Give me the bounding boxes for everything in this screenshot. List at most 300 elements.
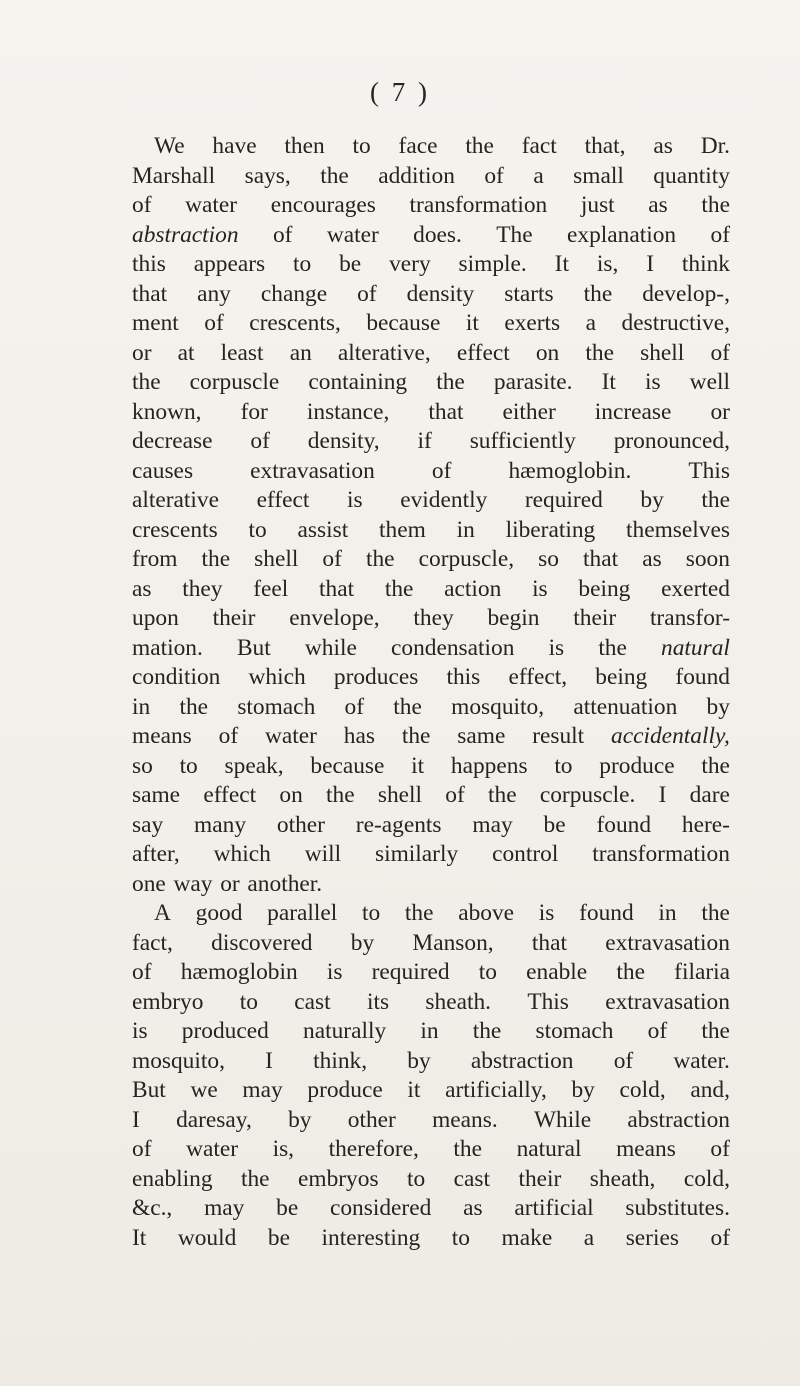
word: It: [601, 369, 616, 395]
word: to: [554, 752, 573, 779]
word: alterative: [132, 487, 220, 513]
word: action: [444, 575, 502, 602]
word: the: [585, 339, 614, 366]
text-line: [132, 1076, 730, 1106]
text-line: [132, 1135, 730, 1165]
word: water: [186, 1136, 239, 1162]
word: I: [265, 1047, 273, 1074]
word: mosquito,: [132, 1047, 225, 1074]
word: cold,: [619, 1077, 666, 1103]
word: produce: [307, 1077, 383, 1103]
word: the: [701, 1018, 730, 1044]
word: the: [326, 782, 355, 808]
text-line: [132, 722, 730, 752]
word: the: [320, 162, 349, 189]
word: say: [132, 811, 164, 838]
word: or: [710, 398, 730, 425]
word: that: [319, 575, 355, 602]
word: is: [644, 369, 661, 395]
word: dare: [689, 782, 730, 808]
word: of: [357, 280, 377, 307]
word: daresay,: [176, 1106, 252, 1133]
word: the: [384, 575, 414, 602]
word: think,: [313, 1047, 368, 1074]
word: I: [658, 782, 667, 808]
word: is: [132, 1018, 148, 1044]
word: A: [154, 900, 171, 926]
word: of: [132, 192, 152, 218]
word: condensation: [391, 634, 515, 661]
word: instance,: [306, 398, 390, 425]
word: has: [343, 723, 375, 749]
word: an: [289, 339, 312, 366]
word: quantity: [653, 162, 730, 189]
word: by: [571, 1077, 595, 1103]
word: mosquito,: [451, 693, 545, 720]
word: control: [492, 841, 559, 867]
word: that: [531, 929, 567, 956]
word: they: [182, 575, 223, 602]
word: encourages: [270, 192, 376, 218]
word: of: [710, 1136, 730, 1162]
text-line: [132, 221, 730, 251]
word: to: [451, 1224, 470, 1251]
word: that: [132, 280, 168, 307]
word: It: [554, 251, 569, 277]
word: the: [436, 369, 465, 395]
text-line: [132, 575, 730, 605]
word: either: [502, 398, 556, 425]
word: from: [132, 546, 178, 572]
word: I: [132, 1106, 140, 1133]
word: to: [248, 516, 267, 543]
word: attenuation: [573, 693, 678, 720]
word: containing: [308, 369, 408, 395]
word: required: [524, 487, 603, 513]
italic-word: accidentally,: [611, 723, 730, 749]
word: by: [640, 487, 664, 513]
word: parasite.: [493, 369, 573, 395]
word: cold,: [683, 1165, 730, 1192]
word: re-agents: [355, 811, 442, 838]
word: the: [453, 1136, 482, 1162]
word: this: [446, 664, 481, 690]
text-line: [132, 457, 730, 487]
text-line: [132, 1017, 730, 1047]
word: if: [417, 428, 432, 454]
text-line: [132, 1165, 730, 1195]
word: by: [407, 1047, 431, 1074]
word: means: [132, 723, 192, 749]
word: But: [236, 634, 271, 661]
word: as: [653, 133, 673, 159]
word: small: [573, 162, 624, 189]
word: of: [431, 457, 452, 484]
word: the: [365, 546, 395, 572]
word: water: [185, 192, 238, 218]
word: that: [428, 398, 464, 425]
word: this: [132, 251, 166, 277]
text-line: [132, 486, 730, 516]
word: same: [132, 782, 181, 808]
text-line: [132, 781, 730, 811]
word: as: [132, 575, 152, 602]
word: discovered: [211, 929, 313, 956]
word: face: [398, 133, 438, 159]
word: mation.: [132, 634, 203, 661]
word: causes: [132, 457, 194, 484]
word: starts: [504, 280, 554, 307]
word: found: [675, 664, 730, 690]
word: shell: [254, 546, 299, 572]
word: by: [706, 693, 730, 720]
word: may: [472, 811, 513, 838]
word: because: [366, 310, 441, 336]
word: would: [177, 1224, 237, 1251]
word: them: [379, 516, 426, 543]
word: This: [688, 457, 730, 484]
word: series: [625, 1224, 679, 1251]
word: does.: [413, 221, 462, 248]
word: is,: [272, 1136, 295, 1162]
word: the: [583, 280, 613, 307]
word: embryo: [132, 988, 204, 1015]
word: is: [326, 959, 343, 985]
word: it: [465, 310, 479, 336]
text-line: [132, 427, 730, 457]
text-line: [132, 988, 730, 1018]
word: begin: [487, 605, 540, 631]
word: pronounced,: [613, 428, 730, 454]
word: water: [326, 221, 379, 248]
word: of: [710, 221, 730, 248]
word: will: [304, 841, 342, 867]
word: transformation: [592, 841, 730, 867]
word: after,: [132, 841, 180, 867]
word: exerted: [661, 575, 730, 602]
word: the: [465, 133, 494, 159]
word: another.: [247, 870, 323, 897]
word: of: [484, 162, 504, 189]
word: while: [304, 634, 357, 661]
word: produce: [599, 752, 675, 779]
word: of: [132, 1136, 152, 1162]
word: be: [267, 1224, 290, 1251]
word: is,: [596, 251, 619, 277]
word: in: [456, 516, 475, 543]
word: it: [411, 752, 425, 779]
word: appears: [193, 251, 266, 277]
word: as: [648, 192, 668, 218]
word: of: [445, 782, 465, 808]
word: corpuscle.: [539, 782, 636, 808]
text-line: [132, 162, 730, 192]
word: happens: [450, 752, 528, 779]
word: a: [585, 310, 597, 336]
italic-word: abstraction: [132, 221, 239, 248]
word: addition: [378, 162, 455, 189]
word: condition: [132, 664, 221, 690]
word: of: [613, 1047, 634, 1074]
word: of: [710, 339, 730, 366]
text-line: [132, 132, 730, 162]
word: effect: [256, 487, 310, 513]
word: of: [132, 959, 152, 985]
text-line: [132, 1106, 730, 1136]
text-line: [132, 752, 730, 782]
word: just: [580, 192, 615, 218]
word: corpuscle: [189, 369, 280, 395]
page-number: ( 7 ): [370, 77, 430, 107]
word: abstraction: [627, 1106, 730, 1133]
word: be: [339, 251, 362, 277]
italic-word: natural: [661, 634, 730, 661]
word: extravasation: [605, 929, 730, 956]
word: parallel: [267, 900, 338, 926]
word: then: [284, 133, 325, 159]
word: of: [218, 723, 239, 749]
word: their: [212, 605, 256, 631]
word: The: [496, 221, 533, 248]
word: which: [248, 664, 306, 690]
text-line: [132, 398, 730, 428]
word: substitutes.: [625, 1195, 730, 1221]
word: Marshall: [132, 162, 216, 189]
word: It: [132, 1224, 147, 1251]
word: its: [366, 988, 390, 1015]
word: the: [701, 487, 730, 513]
word: found: [596, 811, 652, 838]
word: means.: [432, 1106, 498, 1133]
word: of: [322, 546, 342, 572]
word: a: [533, 162, 544, 189]
word: in: [658, 900, 677, 926]
word: means: [616, 1136, 676, 1162]
word: be: [543, 811, 566, 838]
text-line: [132, 339, 730, 369]
word: considered: [329, 1195, 432, 1221]
word: to: [293, 251, 312, 277]
word: to: [179, 752, 198, 779]
word: envelope,: [289, 605, 380, 631]
word: make: [501, 1224, 553, 1251]
word: destructive,: [621, 310, 730, 336]
word: which: [213, 841, 271, 867]
text-line: [132, 840, 730, 870]
word: crescents: [132, 516, 218, 543]
word: of: [647, 1018, 668, 1044]
word: their: [573, 605, 617, 631]
word: liberating: [505, 516, 596, 543]
word: simple.: [458, 251, 527, 277]
word: artificial: [514, 1195, 594, 1221]
word: being: [595, 664, 648, 690]
word: being: [578, 575, 631, 602]
word: cast: [294, 988, 331, 1015]
word: as: [463, 1195, 483, 1221]
word: density: [406, 280, 475, 307]
word: have: [212, 133, 257, 159]
text-line: [132, 368, 730, 398]
word: corpuscle,: [418, 546, 515, 572]
text-line: [132, 870, 730, 900]
word: sufficiently: [469, 428, 576, 454]
word: the: [701, 900, 730, 926]
word: embryos: [298, 1165, 379, 1192]
word: abstraction: [470, 1047, 574, 1074]
text-line: [132, 693, 730, 723]
text-line: [132, 634, 730, 664]
word: stomach: [535, 1018, 614, 1044]
word: other: [347, 1106, 396, 1133]
word: a: [583, 1224, 595, 1251]
text-line: [132, 545, 730, 575]
word: of: [250, 428, 270, 454]
word: the: [401, 723, 431, 749]
word: Manson,: [412, 929, 494, 956]
word: ment: [132, 310, 179, 336]
word: develop-,: [642, 280, 730, 307]
word: natural: [516, 1136, 582, 1162]
text-line: [132, 309, 730, 339]
text-line: [132, 280, 730, 310]
word: one: [132, 870, 166, 897]
word: so: [132, 752, 153, 779]
word: density,: [307, 428, 380, 454]
word: therefore,: [328, 1136, 419, 1162]
word: to: [352, 133, 371, 159]
word: result: [532, 723, 585, 749]
word: is: [548, 634, 565, 661]
word: effect: [203, 782, 257, 808]
body-text: [132, 132, 730, 1253]
word: While: [533, 1106, 592, 1133]
word: good: [195, 900, 243, 926]
word: as: [642, 546, 662, 572]
word: and,: [690, 1077, 730, 1103]
word: to: [239, 988, 258, 1015]
word: same: [457, 723, 506, 749]
word: This: [527, 988, 569, 1015]
word: is: [347, 487, 363, 513]
word: the: [404, 900, 434, 926]
word: by: [288, 1106, 312, 1133]
word: hæmoglobin: [180, 959, 298, 985]
word: they: [413, 605, 454, 631]
word: the: [240, 1165, 270, 1192]
word: sheath,: [589, 1165, 656, 1192]
word: the: [132, 369, 161, 395]
word: themselves: [626, 516, 730, 543]
word: produces: [333, 664, 419, 690]
word: to: [407, 1165, 426, 1192]
word: the: [616, 959, 645, 985]
word: enable: [526, 959, 588, 985]
word: of: [272, 221, 293, 248]
word: hæmoglobin.: [508, 457, 632, 484]
word: says,: [244, 162, 291, 189]
word: water.: [673, 1047, 730, 1074]
word: is: [538, 900, 555, 926]
word: alterative,: [337, 339, 431, 366]
word: cast: [453, 1165, 491, 1192]
word: assist: [297, 516, 349, 543]
word: any: [197, 280, 231, 307]
word: transfor-: [649, 605, 730, 631]
word: to: [478, 959, 497, 985]
word: speak,: [224, 752, 284, 779]
word: naturally: [303, 1018, 387, 1044]
word: exerts: [504, 310, 561, 336]
word: effect: [456, 339, 510, 366]
word: water: [264, 723, 317, 749]
word: on: [535, 339, 560, 366]
word: in: [420, 1018, 439, 1044]
word: fact: [521, 133, 557, 159]
word: by: [350, 929, 375, 956]
word: I: [646, 251, 654, 277]
word: the: [598, 634, 627, 661]
word: the: [488, 782, 517, 808]
word: of: [710, 1224, 730, 1251]
word: increase: [594, 398, 672, 425]
word: or: [220, 870, 240, 897]
word: the: [201, 546, 231, 572]
word: But: [132, 1077, 166, 1103]
word: soon: [685, 546, 730, 572]
word: stomach: [237, 693, 316, 720]
word: of: [344, 693, 365, 720]
word: because: [310, 752, 385, 779]
word: crescents,: [249, 310, 341, 336]
word: above: [458, 900, 515, 926]
word: many: [194, 811, 247, 838]
word: that,: [584, 133, 626, 159]
word: filaria: [674, 959, 730, 985]
word: shell: [640, 339, 685, 366]
word: or: [132, 339, 152, 366]
word: Dr.: [700, 133, 730, 159]
word: the: [701, 192, 730, 218]
word: fact,: [132, 929, 173, 956]
word: be: [276, 1195, 299, 1221]
word: is: [532, 575, 548, 602]
word: it: [407, 1077, 421, 1103]
word: to: [361, 900, 381, 926]
word: think: [681, 251, 730, 277]
word: at: [177, 339, 195, 366]
word: produced: [181, 1018, 269, 1044]
word: enabling: [132, 1165, 213, 1192]
word: for: [240, 398, 268, 425]
word: feel: [253, 575, 289, 602]
word: required: [371, 959, 450, 985]
text-line: [132, 1047, 730, 1077]
word: extravasation: [605, 988, 730, 1015]
word: &c.,: [132, 1195, 173, 1221]
word: explanation: [567, 221, 677, 248]
word: change: [260, 280, 328, 307]
word: of: [204, 310, 224, 336]
word: the: [179, 693, 209, 720]
word: the: [701, 752, 730, 779]
word: we: [190, 1077, 218, 1103]
word: artificially,: [445, 1077, 547, 1103]
text-line: [132, 811, 730, 841]
word: effect,: [508, 664, 568, 690]
word: extravasation: [250, 457, 375, 484]
text-line: [132, 604, 730, 634]
